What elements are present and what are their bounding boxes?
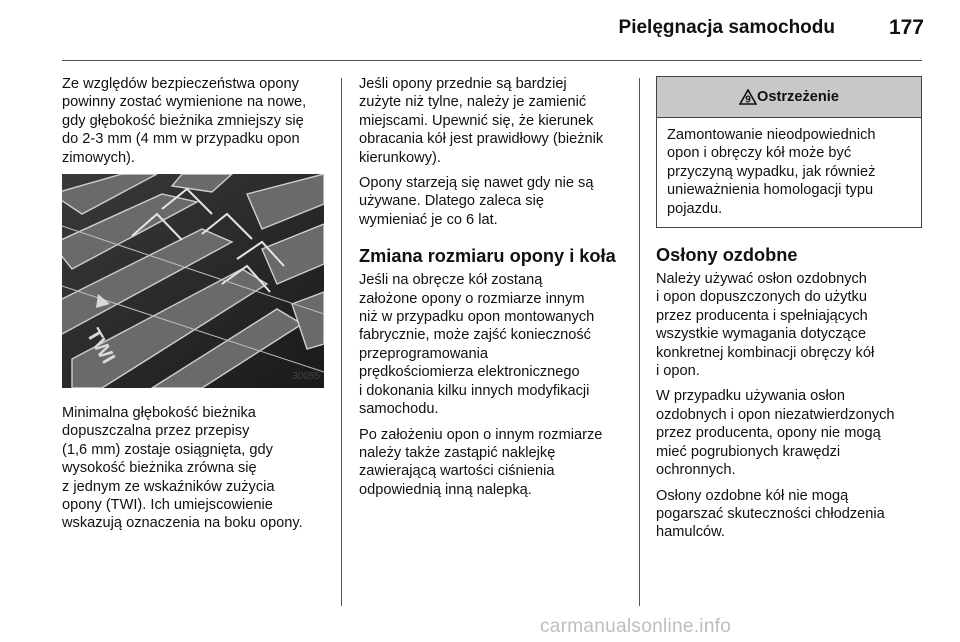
column-right bbox=[656, 75, 924, 549]
tire-rotation-paragraph: Jeśli opony przednie są bardziej zużyte niż tylne, należy je zamienić miejscami. Upewnić się, że kierunek obracania kół jest prawidłowy (bieżnik kierunkowy). bbox=[359, 76, 604, 166]
warning-text: Zamontowanie nieodpowiednich opon i obręczy kół może być przyczyną wypadku, jak również unieważnienia homologacji typu pojazdu. bbox=[667, 127, 876, 217]
twi-marking: TWI bbox=[81, 324, 120, 368]
hubcaps-paragraph-1: Należy używać osłon ozdobnych i opon dopuszczonych do użytku przez producenta i spełniających wszystkie wymagania dotyczące konkretnej kombinacji obręczy kół i opon. bbox=[656, 271, 875, 380]
watermark: carmanualsonline.info bbox=[540, 616, 732, 637]
tire-aging-paragraph: Opony starzeją się nawet gdy nie są używane. Dlatego zaleca się wymieniać je co 6 lat. bbox=[359, 175, 594, 228]
warning-title: Ostrzeżenie bbox=[757, 89, 839, 106]
header-divider bbox=[62, 60, 922, 61]
warning-triangle-icon bbox=[739, 89, 757, 105]
warning-header bbox=[657, 77, 921, 118]
section-heading-hubcaps: Osłony ozdobne bbox=[656, 245, 798, 266]
pressure-label-paragraph: Po założeniu opon o innym rozmiarze należy także zastąpić naklejkę zawierającą wartości ciśnienia odpowiednią inną nalepką. bbox=[359, 426, 603, 498]
svg-text:9: 9 bbox=[745, 94, 751, 106]
tread-depth-caption: Minimalna głębokość bieżnika dopuszczalna przez przepisy (1,6 mm) zostaje osiągnięta, gdy wysokość bieżnika zrówna się z jednym ze wskaźników zużycia opony (TWI). Ich umiejscowienie wskazują oznaczenia na boku opony. bbox=[62, 405, 303, 532]
warning-box bbox=[656, 76, 922, 228]
figure-code: 30055 bbox=[292, 370, 320, 382]
page-title: Pielęgnacja samochodu bbox=[618, 17, 835, 38]
tire-replacement-intro: Ze względów bezpieczeństwa opony powinny zostać wymienione na nowe, gdy głębokość bieżnika zmniejszy się do 2-3 mm (4 mm w przypadku opon zimowych). bbox=[62, 76, 307, 166]
column-left bbox=[62, 75, 328, 540]
size-change-paragraph: Jeśli na obręcze kół zostaną założone opony o rozmiarze innym niż w przypadku opon montowanych fabrycznie, może zajść konieczność przeprogramowania prędkościomierza elektronicznego i dokonania kilku innych modyfikacji samochodu. bbox=[359, 272, 595, 418]
tire-tread-figure bbox=[62, 174, 324, 388]
hubcaps-paragraph-2: W przypadku używania osłon ozdobnych i opon niezatwierdzonych przez producenta, opony nie mogą mieć pogrubionych krawędzi ochronnych. bbox=[656, 388, 895, 479]
tire-tread-illustration bbox=[62, 174, 324, 388]
column-middle bbox=[359, 75, 626, 506]
page-number: 177 bbox=[888, 16, 924, 39]
column-divider-1 bbox=[341, 78, 342, 606]
column-divider-2 bbox=[639, 78, 640, 606]
hubcaps-paragraph-3: Osłony ozdobne kół nie mogą pogarszać skuteczności chłodzenia hamulców. bbox=[656, 487, 885, 541]
section-heading-size-change: Zmiana rozmiaru opony i koła bbox=[359, 246, 616, 267]
